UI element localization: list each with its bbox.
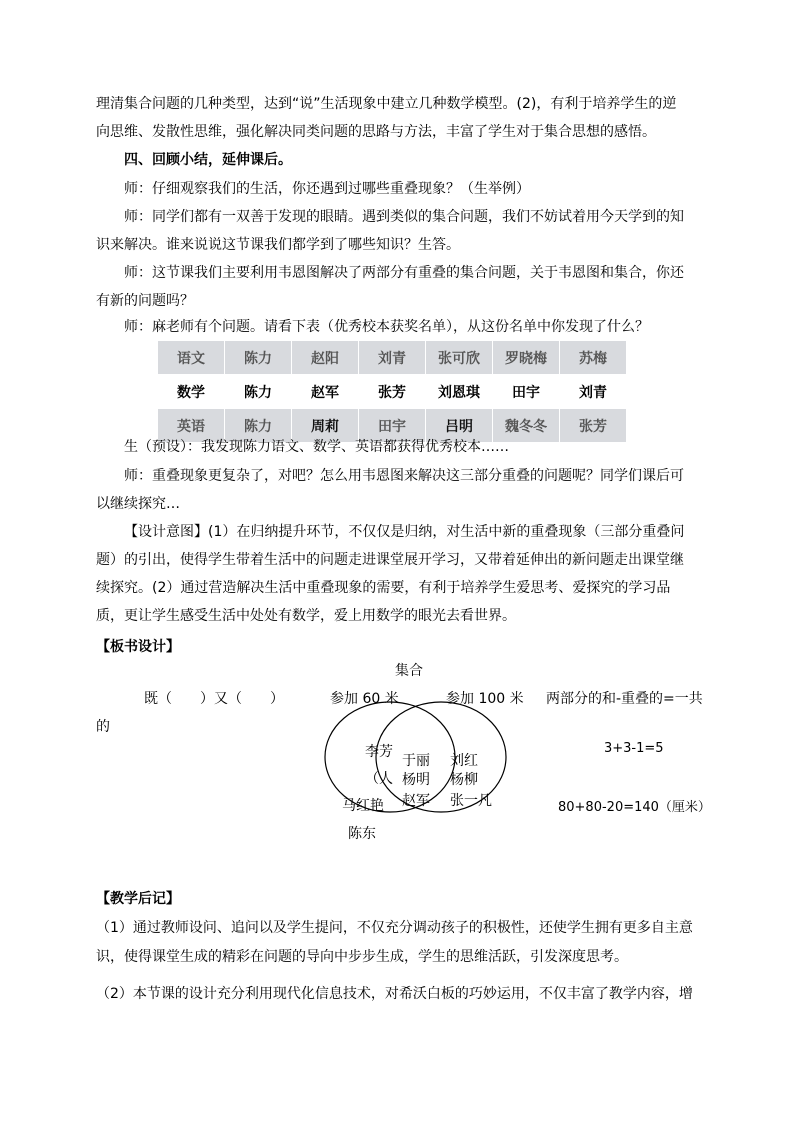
venn-b-name-1: 刘红: [450, 753, 478, 769]
venn-overlap-name-3: 赵军: [402, 793, 430, 809]
venn-b-name-3: 张一凡: [450, 793, 492, 809]
design-intent-4: 质，更让学生感受生活中处处有数学，爱上用数学的眼光去看世界。: [96, 608, 516, 624]
afterword-heading: 【教学后记】: [96, 891, 180, 907]
paragraph-teacher-3b: 有新的问题吗？: [96, 293, 194, 309]
table-cell: 罗晓梅: [493, 341, 560, 375]
table-cell: 语文: [158, 341, 225, 375]
venn-outside-name-1: 马红艳: [342, 798, 384, 814]
section-4-title: 四、回顾小结，延伸课后。: [124, 152, 292, 168]
design-intent-3: 续探究。(2）通过营造解决生活中重叠现象的需要，有利于培养学生爱思考、爱探究的学习品: [96, 580, 671, 596]
table-cell: 张芳: [359, 375, 426, 409]
venn-b-name-2: 杨柳: [450, 772, 478, 788]
intro-line-1: 理清集合问题的几种类型，达到“说”生活现象中建立几种数学模型。(2)，有利于培养学生的逆: [96, 96, 677, 112]
table-cell: 英语: [158, 409, 225, 443]
formula-1: 3+3-1=5: [604, 741, 664, 756]
paragraph-teacher-3a: 师：这节课我们主要利用韦恩图解决了两部分有重叠的集合问题，关于韦恩图和集合，你还: [124, 265, 684, 281]
board-design-heading: 【板书设计】: [96, 639, 180, 655]
paragraph-teacher-2b: 识来解决。谁来说说这节课我们都学到了哪些知识？生答。: [96, 237, 460, 253]
paragraph-teacher-2a: 师：同学们都有一双善于发现的眼睛。遇到类似的集合问题，我们不妨试着用今天学到的知: [124, 209, 684, 225]
board-left-text: 既（ ）又（ ）: [144, 691, 284, 707]
table-cell: 周莉: [292, 409, 359, 443]
venn-a-name-2: （人: [365, 771, 393, 787]
table-cell: 田宇: [359, 409, 426, 443]
venn-overlap-name-2: 杨明: [402, 772, 430, 788]
intro-line-2: 向思维、发散性思维，强化解决同类问题的思路与方法，丰富了学生对于集合思想的感悟。: [96, 124, 656, 140]
afterword-line-1: （1）通过教师设问、追问以及学生提问，不仅充分调动孩子的积极性，还使学生拥有更多自主意: [96, 920, 693, 936]
table-cell: 陈力: [225, 375, 292, 409]
board-rule-line-2: 的: [96, 719, 110, 735]
design-intent-1: 【设计意图】(1）在归纳提升环节，不仅仅是归纳，对生活中新的重叠现象（三部分重叠问: [124, 524, 685, 540]
venn-outside-name-2: 陈东: [348, 826, 376, 842]
board-rule-line-1: 两部分的和-重叠的=一共: [546, 691, 703, 707]
design-intent-2: 题）的引出，使得学生带着生活中的问题走进课堂展开学习，又带着延伸出的新问题走出课堂继: [96, 552, 684, 568]
venn-a-name-1: 李芳: [365, 744, 393, 760]
afterword-line-2: 识，使得课堂生成的精彩在问题的导向中步步生成，学生的思维活跃，引发深度思考。: [96, 949, 628, 965]
venn-overlap-name-1: 于丽: [402, 753, 430, 769]
table-cell: 刘青: [359, 341, 426, 375]
table-row: [158, 341, 627, 375]
afterword-line-3: （2）本节课的设计充分利用现代化信息技术，对希沃白板的巧妙运用，不仅丰富了教学内容，增: [96, 986, 693, 1002]
paragraph-teacher-4: 师：麻老师有个问题。请看下表（优秀校本获奖名单），从这份名单中你发现了什么？: [124, 319, 649, 335]
table-cell: 魏冬冬: [493, 409, 560, 443]
table-cell: 刘恩琪: [426, 375, 493, 409]
table-row: [158, 375, 627, 409]
paragraph-teacher-5a: 师：重叠现象更复杂了，对吧？怎么用韦恩图来解决这三部分重叠的问题呢？同学们课后可: [124, 468, 684, 484]
formula-2: 80+80-20=140（厘米）: [558, 800, 711, 815]
table-cell: 张可欣: [426, 341, 493, 375]
set-b-label: 参加 100 米: [446, 691, 524, 707]
set-a-label: 参加 60 米: [330, 691, 399, 707]
table-cell: 田宇: [493, 375, 560, 409]
table-cell: 苏梅: [560, 341, 627, 375]
table-cell: 赵军: [292, 375, 359, 409]
paragraph-teacher-5b: 以继续探究…: [96, 496, 180, 512]
table-cell: 张芳: [560, 409, 627, 443]
table-cell: 陈力: [225, 341, 292, 375]
table-cell: 数学: [158, 375, 225, 409]
table-cell: 陈力: [225, 409, 292, 443]
board-title: 集合: [395, 663, 423, 679]
table-cell: 吕明: [426, 409, 493, 443]
paragraph-student: 生（预设）：我发现陈力语文、数学、英语都获得优秀校本……: [124, 439, 509, 455]
table-cell: 赵阳: [292, 341, 359, 375]
awards-table: [157, 340, 627, 443]
table-cell: 刘青: [560, 375, 627, 409]
paragraph-teacher-1: 师：仔细观察我们的生活，你还遇到过哪些重叠现象？（生举例）: [124, 181, 530, 197]
